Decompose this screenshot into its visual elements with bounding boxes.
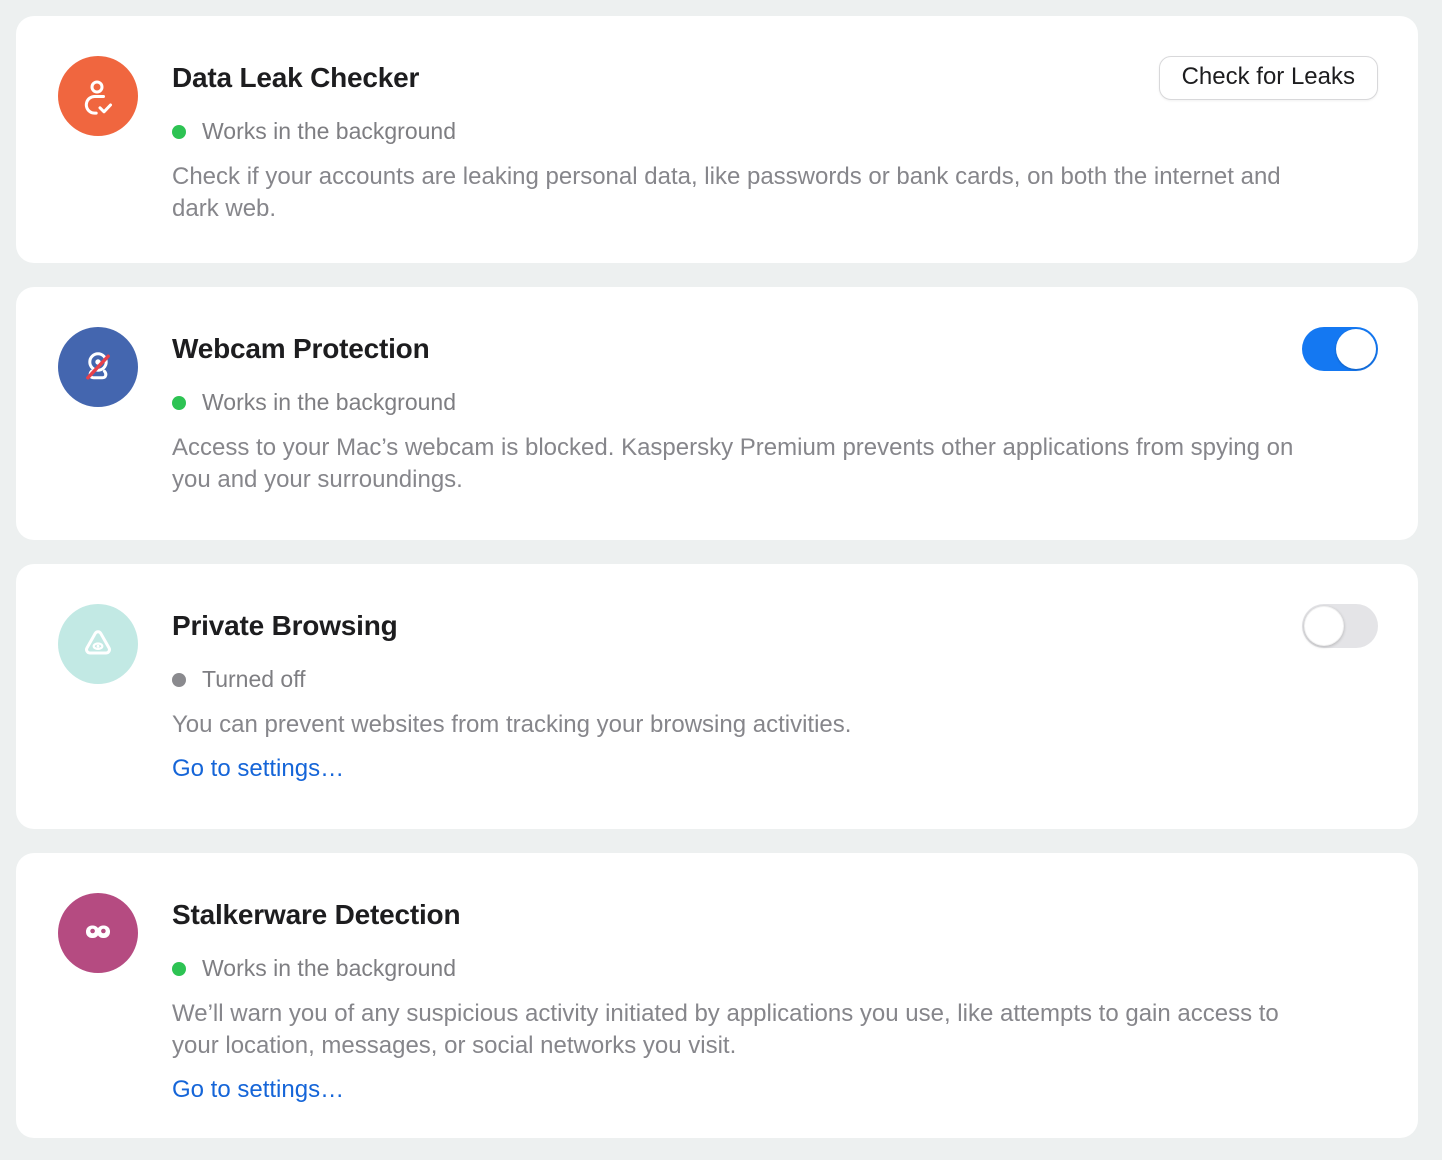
card-title: Data Leak Checker — [172, 62, 420, 93]
status-dot — [172, 396, 186, 410]
go-to-settings-link[interactable]: Go to settings… — [172, 1076, 345, 1103]
go-to-settings-link[interactable]: Go to settings… — [172, 755, 345, 782]
card-title: Private Browsing — [172, 610, 398, 641]
status-row — [172, 666, 1378, 693]
toggle-knob — [1336, 329, 1376, 369]
stalkerware-mask-icon — [58, 893, 138, 973]
card-stalkerware-detection — [16, 853, 1418, 1138]
card-content — [172, 327, 1378, 496]
card-content — [172, 604, 1378, 783]
webcam-protection-toggle[interactable] — [1302, 327, 1378, 371]
status-row — [172, 118, 1378, 145]
status-dot — [172, 125, 186, 139]
toggle-knob — [1304, 606, 1344, 646]
card-private-browsing — [16, 564, 1418, 829]
card-webcam-protection — [16, 287, 1418, 540]
card-description: Access to your Mac’s webcam is blocked. Kaspersky Premium prevents other applications from spying on you and your surroundings. — [172, 434, 1294, 493]
card-content — [172, 893, 1378, 1104]
status-dot — [172, 673, 186, 687]
check-for-leaks-button[interactable]: Check for Leaks — [1159, 56, 1378, 100]
status-label: Works in the background — [202, 389, 456, 415]
private-browsing-eye-icon — [58, 604, 138, 684]
card-description: Check if your accounts are leaking personal data, like passwords or bank cards, on both the internet and dark web. — [172, 163, 1281, 222]
person-check-icon — [58, 56, 138, 136]
status-label: Turned off — [202, 666, 306, 692]
card-description: We’ll warn you of any suspicious activity initiated by applications you use, like attempts to gain access to your location, messages, or social networks you visit. — [172, 1000, 1279, 1059]
private-browsing-toggle[interactable] — [1302, 604, 1378, 648]
status-row — [172, 955, 1378, 982]
status-row — [172, 389, 1378, 416]
card-title: Webcam Protection — [172, 333, 430, 364]
status-dot — [172, 962, 186, 976]
card-data-leak-checker — [16, 16, 1418, 263]
card-description: You can prevent websites from tracking your browsing activities. — [172, 711, 852, 738]
status-label: Works in the background — [202, 118, 456, 144]
webcam-blocked-icon — [58, 327, 138, 407]
status-label: Works in the background — [202, 955, 456, 981]
card-content — [172, 56, 1378, 225]
card-title: Stalkerware Detection — [172, 899, 461, 930]
